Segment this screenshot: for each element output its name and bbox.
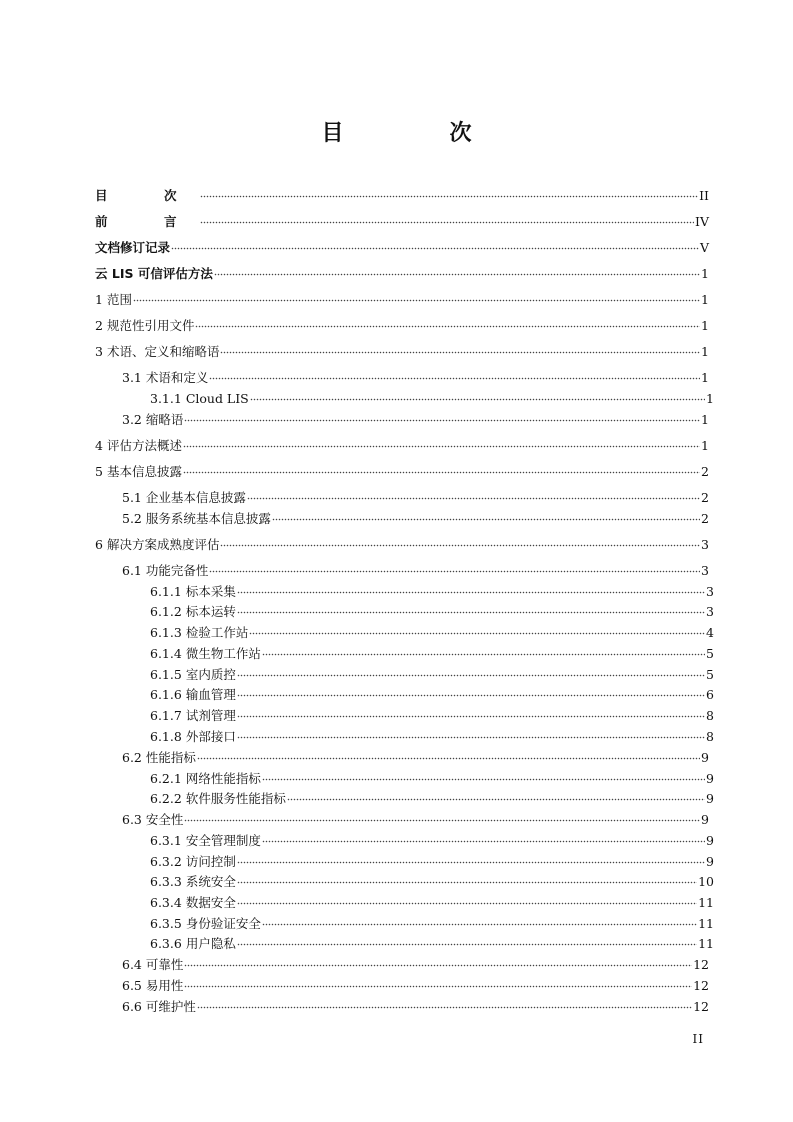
toc-entry[interactable] xyxy=(122,559,709,578)
toc-entry-number: 6.4 xyxy=(122,957,142,972)
toc-entry-number: 6.1.3 xyxy=(150,625,182,640)
toc-entry-title: 安全管理制度 xyxy=(185,833,261,848)
toc-entry-number: 6.1.7 xyxy=(150,708,182,723)
toc-entry-page: 2 xyxy=(701,490,709,505)
toc-entry[interactable] xyxy=(122,808,709,827)
toc-dot-leader xyxy=(209,559,700,575)
toc-entry[interactable] xyxy=(95,314,709,333)
toc-entry-page: 1 xyxy=(701,344,709,359)
toc-entry-number: 6.3.3 xyxy=(150,874,182,889)
toc-dot-leader xyxy=(237,600,705,616)
toc-entry-title: 规范性引用文件 xyxy=(106,318,195,333)
toc-dot-leader xyxy=(184,953,692,969)
toc-entry[interactable] xyxy=(122,995,709,1014)
toc-dot-leader xyxy=(262,912,697,928)
toc-entry-page: 1 xyxy=(701,266,709,281)
toc-entry-number: 6.1 xyxy=(122,563,142,578)
toc-entry-title: 室内质控 xyxy=(185,667,236,682)
toc-entry-page: 3 xyxy=(701,537,709,552)
toc-entry-title: 系统安全 xyxy=(185,874,236,889)
toc-dot-leader xyxy=(200,184,699,200)
toc-entry-page: IV xyxy=(695,214,709,229)
toc-entry-page: 5 xyxy=(706,667,714,682)
toc-entry-page: 9 xyxy=(706,854,714,869)
toc-entry[interactable] xyxy=(150,683,714,702)
toc-dot-leader xyxy=(262,829,705,845)
toc-dot-leader xyxy=(237,850,705,866)
toc-dot-leader xyxy=(220,533,700,549)
toc-dot-leader xyxy=(184,408,700,424)
toc-entry[interactable] xyxy=(150,891,714,910)
toc-entry-number: 6.1.1 xyxy=(150,584,182,599)
toc-entry-title: 性能指标 xyxy=(145,750,196,765)
toc-entry-number: 6.3.2 xyxy=(150,854,182,869)
toc-entry-number: 3 xyxy=(95,344,103,359)
toc-entry-page: 2 xyxy=(701,464,709,479)
toc-entry-number: 6.3.5 xyxy=(150,916,182,931)
toc-dot-leader xyxy=(287,787,705,803)
toc-entry-page: 3 xyxy=(701,563,709,578)
toc-entry-page: 11 xyxy=(698,895,714,910)
toc-entry-page: 9 xyxy=(706,791,714,806)
toc-entry[interactable] xyxy=(150,932,714,951)
toc-dot-leader xyxy=(247,486,700,502)
toc-entry-title: 目 次 xyxy=(95,188,199,203)
toc-entry[interactable] xyxy=(95,288,709,307)
toc-entry-number: 3.2 xyxy=(122,412,142,427)
toc-entry[interactable] xyxy=(95,210,709,229)
toc-entry-number: 6.2.1 xyxy=(150,771,182,786)
toc-dot-leader xyxy=(262,642,705,658)
toc-entry[interactable] xyxy=(150,704,714,723)
toc-entry-title: 云 LIS 可信评估方法 xyxy=(95,266,213,281)
toc-dot-leader xyxy=(195,314,700,330)
toc-dot-leader xyxy=(250,387,705,403)
toc-entry-title: 解决方案成熟度评估 xyxy=(106,537,220,552)
toc-entry[interactable] xyxy=(122,746,709,765)
toc-entry-page: 3 xyxy=(706,604,714,619)
toc-entry[interactable] xyxy=(150,912,714,931)
toc-dot-leader xyxy=(197,746,700,762)
toc-entry-page: 4 xyxy=(706,625,714,640)
toc-entry-page: 9 xyxy=(706,771,714,786)
toc-entry-page: 12 xyxy=(693,957,709,972)
toc-dot-leader xyxy=(184,974,692,990)
toc-entry[interactable] xyxy=(95,262,709,281)
toc-entry-number: 3.1 xyxy=(122,370,142,385)
toc-entry[interactable] xyxy=(150,767,714,786)
toc-entry-page: 12 xyxy=(693,978,709,993)
toc-entry[interactable] xyxy=(122,507,709,526)
toc-entry-title: 可靠性 xyxy=(145,957,184,972)
toc-entry[interactable] xyxy=(95,184,709,203)
toc-entry-page: II xyxy=(699,188,709,203)
toc-entry-title: 数据安全 xyxy=(185,895,236,910)
toc-entry-number: 6.3.4 xyxy=(150,895,182,910)
toc-entry-title: 输血管理 xyxy=(185,687,236,702)
toc-entry-title: 可维护性 xyxy=(145,999,196,1014)
toc-entry[interactable] xyxy=(150,829,714,848)
toc-entry[interactable] xyxy=(122,974,709,993)
toc-entry-title: 范围 xyxy=(106,292,132,307)
toc-dot-leader xyxy=(237,704,705,720)
toc-entry[interactable] xyxy=(150,600,714,619)
toc-entry[interactable] xyxy=(150,870,714,889)
toc-dot-leader xyxy=(200,210,695,226)
toc-entry[interactable] xyxy=(150,387,714,406)
toc-entry-number: 6.3 xyxy=(122,812,142,827)
toc-entry-title: 标本运转 xyxy=(185,604,236,619)
toc-entry-page: 3 xyxy=(706,584,714,599)
toc-entry-number: 5.1 xyxy=(122,490,142,505)
toc-entry-page: 1 xyxy=(701,292,709,307)
toc-entry-number: 6 xyxy=(95,537,103,552)
toc-entry-page: 1 xyxy=(701,412,709,427)
toc-entry-page: 1 xyxy=(701,438,709,453)
toc-dot-leader xyxy=(272,507,700,523)
toc-entry[interactable] xyxy=(150,621,714,640)
toc-entry-title: 基本信息披露 xyxy=(106,464,182,479)
toc-entry-title: 易用性 xyxy=(145,978,184,993)
toc-entry-title: 功能完备性 xyxy=(145,563,209,578)
toc-entry-number: 3.1.1 xyxy=(150,391,182,406)
toc-entry[interactable] xyxy=(150,642,714,661)
toc-entry-page: 9 xyxy=(701,812,709,827)
toc-entry-page: 8 xyxy=(706,729,714,744)
toc-entry[interactable] xyxy=(150,725,714,744)
toc-dot-leader xyxy=(262,767,705,783)
toc-entry[interactable] xyxy=(95,460,709,479)
toc-entry[interactable] xyxy=(95,533,709,552)
toc-entry-title: 微生物工作站 xyxy=(185,646,261,661)
page-title: 目 次 xyxy=(321,121,514,146)
toc-entry-number: 4 xyxy=(95,438,103,453)
toc-entry[interactable] xyxy=(150,787,714,806)
toc-entry-title: 试剂管理 xyxy=(185,708,236,723)
toc-entry[interactable] xyxy=(122,408,709,427)
toc-entry-page: 1 xyxy=(701,370,709,385)
toc-entry-title: 评估方法概述 xyxy=(106,438,182,453)
toc-entry-page: 11 xyxy=(698,936,714,951)
toc-dot-leader xyxy=(183,460,700,476)
toc-dot-leader xyxy=(184,808,700,824)
toc-entry-title: 缩略语 xyxy=(145,412,184,427)
toc-entry-page: 8 xyxy=(706,708,714,723)
toc-entry[interactable] xyxy=(150,850,714,869)
toc-entry-title: 术语和定义 xyxy=(145,370,209,385)
toc-entry-number: 2 xyxy=(95,318,103,333)
toc-dot-leader xyxy=(197,995,692,1011)
toc-dot-leader xyxy=(237,932,697,948)
toc-entry-page: 11 xyxy=(698,916,714,931)
toc-entry-title: 检验工作站 xyxy=(185,625,249,640)
toc-dot-leader xyxy=(214,262,700,278)
toc-entry-page: 1 xyxy=(701,318,709,333)
toc-entry-number: 6.1.2 xyxy=(150,604,182,619)
toc-entry-title: 术语、定义和缩略语 xyxy=(106,344,220,359)
toc-dot-leader xyxy=(237,683,705,699)
toc-entry-number: 6.3.1 xyxy=(150,833,182,848)
toc-dot-leader xyxy=(133,288,700,304)
toc-entry-number: 6.1.5 xyxy=(150,667,182,682)
toc-entry-title: 用户隐私 xyxy=(185,936,236,951)
toc-entry-number: 6.1.8 xyxy=(150,729,182,744)
toc-entry-page: 5 xyxy=(706,646,714,661)
toc-dot-leader xyxy=(209,366,700,382)
toc-entry-page: 10 xyxy=(698,874,714,889)
toc-dot-leader xyxy=(237,580,705,596)
toc-entry[interactable] xyxy=(95,340,709,359)
toc-entry-title: 文档修订记录 xyxy=(95,240,171,255)
toc-dot-leader xyxy=(171,236,699,252)
toc-entry-number: 6.1.6 xyxy=(150,687,182,702)
toc-entry-title: 身份验证安全 xyxy=(185,916,261,931)
toc-entry-page: 2 xyxy=(701,511,709,526)
toc-entry-title: 服务系统基本信息披露 xyxy=(145,511,271,526)
toc-entry-title: 企业基本信息披露 xyxy=(145,490,246,505)
toc-dot-leader xyxy=(237,663,705,679)
toc-entry-page: 9 xyxy=(701,750,709,765)
toc-entry-number: 5 xyxy=(95,464,103,479)
toc-entry[interactable] xyxy=(95,236,709,255)
page-number: II xyxy=(692,1032,704,1046)
toc-entry-page: 6 xyxy=(706,687,714,702)
toc-entry-number: 1 xyxy=(95,292,103,307)
toc-entry-title: 外部接口 xyxy=(185,729,236,744)
toc-dot-leader xyxy=(249,621,705,637)
toc-entry[interactable] xyxy=(122,486,709,505)
toc-dot-leader xyxy=(183,434,700,450)
toc-dot-leader xyxy=(237,891,697,907)
toc-entry-number: 6.6 xyxy=(122,999,142,1014)
toc-entry-title: 安全性 xyxy=(145,812,184,827)
toc-entry-title: 标本采集 xyxy=(185,584,236,599)
toc-entry-number: 6.1.4 xyxy=(150,646,182,661)
toc-dot-leader xyxy=(220,340,700,356)
toc-entry-number: 6.2 xyxy=(122,750,142,765)
toc-entry-page: V xyxy=(699,240,709,255)
toc-entry-page: 9 xyxy=(706,833,714,848)
toc-entry-number: 6.2.2 xyxy=(150,791,182,806)
toc-entry[interactable] xyxy=(150,580,714,599)
toc-entry[interactable] xyxy=(122,953,709,972)
toc-entry-number: 5.2 xyxy=(122,511,142,526)
toc-dot-leader xyxy=(237,725,705,741)
toc-entry-title: 前 言 xyxy=(95,214,199,229)
toc-entry-title: Cloud LIS xyxy=(185,391,249,406)
toc-entry-title: 软件服务性能指标 xyxy=(185,791,286,806)
toc-entry[interactable] xyxy=(95,434,709,453)
toc-entry[interactable] xyxy=(122,366,709,385)
toc-entry-page: 12 xyxy=(693,999,709,1014)
toc-entry[interactable] xyxy=(150,663,714,682)
toc-dot-leader xyxy=(237,870,697,886)
toc-entry-title: 网络性能指标 xyxy=(185,771,261,786)
toc-entry-number: 6.3.6 xyxy=(150,936,182,951)
toc-entry-number: 6.5 xyxy=(122,978,142,993)
toc-entry-page: 1 xyxy=(706,391,714,406)
toc-entry-title: 访问控制 xyxy=(185,854,236,869)
